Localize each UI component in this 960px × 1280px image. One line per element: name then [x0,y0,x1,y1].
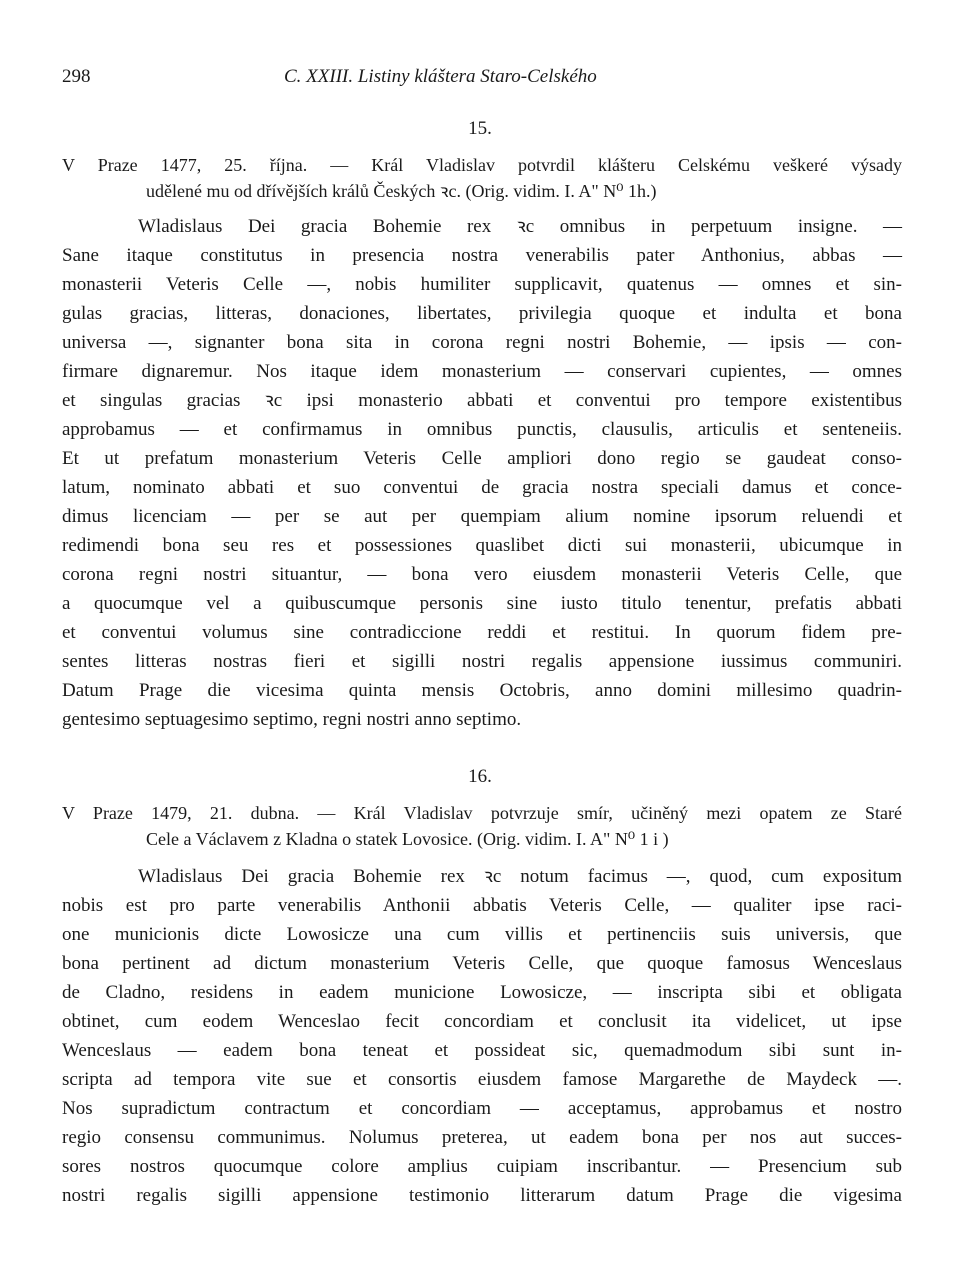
body-line: gentesimo septuagesimo septimo, regni nostri anno septimo. [62,709,522,730]
regest-line: V Praze 1477, 25. října. — Král Vladislav potvrdil klášteru Celskému veškeré výsady [62,155,902,175]
body-line: scripta ad tempora vite sue et consortis eiusdem famose Margarethe de Maydeck —. [62,1069,902,1090]
body-line: monasterii Veteris Celle —, nobis humiliter supplicavit, quatenus — omnes et sin- [62,274,902,295]
body-line: et singulas gracias ꝛc ipsi monasterio abbati et conventui pro tempore existentibus [62,390,902,411]
regest-line: udělené mu od dřívějších králů Českých ꝛc. (Orig. vidim. I. A" N⁰ 1h.) [146,181,657,201]
regest-line: Cele a Václavem z Kladna o statek Lovosice. (Orig. vidim. I. A" N⁰ 1 i ) [146,829,669,849]
document-body [62,212,902,734]
body-line: a quocumque vel a quibuscumque personis sine iusto titulo tenentur, prefatis abbati [62,593,902,614]
body-line: universa —, signanter bona sita in corona regni nostri Bohemie, — ipsis — con- [62,332,902,353]
body-line: latum, nominato abbati et suo conventui de gracia nostra speciali damus et conce- [62,477,902,498]
document-number: 15. [468,118,492,139]
body-line: Wenceslaus — eadem bona teneat et possideat sic, quemadmodum sibi sunt in- [62,1040,902,1061]
body-line: approbamus — et confirmamus in omnibus punctis, clausulis, articulis et senteneiis. [62,419,902,440]
body-line: gulas gracias, litteras, donaciones, libertates, privilegia quoque et indulta et bona [62,303,902,324]
document-regest [62,152,902,204]
body-line: Wladislaus Dei gracia Bohemie rex ꝛc notum facimus —, quod, cum expositum [138,866,902,887]
document-number: 16. [468,766,492,787]
body-line: obtinet, cum eodem Wenceslao fecit concordiam et conclusit ita videlicet, ut ipse [62,1011,902,1032]
body-line: Sane itaque constitutus in presencia nostra venerabilis pater Anthonius, abbas — [62,245,902,266]
body-line: firmare dignaremur. Nos itaque idem monasterium — conservari cupientes, — omnes [62,361,902,382]
body-line: corona regni nostri situantur, — bona vero eiusdem monasterii Veteris Celle, que [62,564,902,585]
body-line: sentes litteras nostras fieri et sigilli nostri regalis appensione iussimus communiri. [62,651,902,672]
page-header [62,66,902,94]
body-line: one municionis dicte Lowosicze una cum villis et pertinenciis suis universis, que [62,924,902,945]
body-line: bona pertinent ad dictum monasterium Veteris Celle, que quoque famosus Wenceslaus [62,953,902,974]
regest-line: V Praze 1479, 21. dubna. — Král Vladislav potvrzuje smír, učiněný mezi opatem ze Staré [62,803,902,823]
body-line: regio consensu communimus. Nolumus preterea, ut eadem bona per nos aut succes- [62,1127,902,1148]
body-line: de Cladno, residens in eadem municione Lowosicze, — inscripta sibi et obligata [62,982,902,1003]
page-number: 298 [62,66,91,87]
body-line: redimendi bona seu res et possessiones quaslibet dicti sui monasterii, ubicumque in [62,535,902,556]
body-line: Datum Prage die vicesima quinta mensis Octobris, anno domini millesimo quadrin- [62,680,902,701]
body-line: sores nostros quocumque colore amplius cuipiam inscribantur. — Presencium sub [62,1156,902,1177]
body-line: dimus licenciam — per se aut per quempiam alium nomine ipsorum reluendi et [62,506,902,527]
body-line: nobis est pro parte venerabilis Anthonii abbatis Veteris Celle, — qualiter ipse raci- [62,895,902,916]
body-line: Wladislaus Dei gracia Bohemie rex ꝛc omnibus in perpetuum insigne. — [138,216,902,237]
body-line: nostri regalis sigilli appensione testimonio litterarum datum Prage die vigesima [62,1185,902,1206]
body-line: et conventui volumus sine contradiccione reddi et restitui. In quorum fidem pre- [62,622,902,643]
body-line: Et ut prefatum monasterium Veteris Celle ampliori dono regio se gaudeat conso- [62,448,902,469]
body-line: Nos supradictum contractum et concordiam — acceptamus, approbamus et nostro [62,1098,902,1119]
document-body [62,862,902,1210]
running-title: C. XXIII. Listiny kláštera Staro-Celského [284,66,597,87]
document-regest [62,800,902,852]
